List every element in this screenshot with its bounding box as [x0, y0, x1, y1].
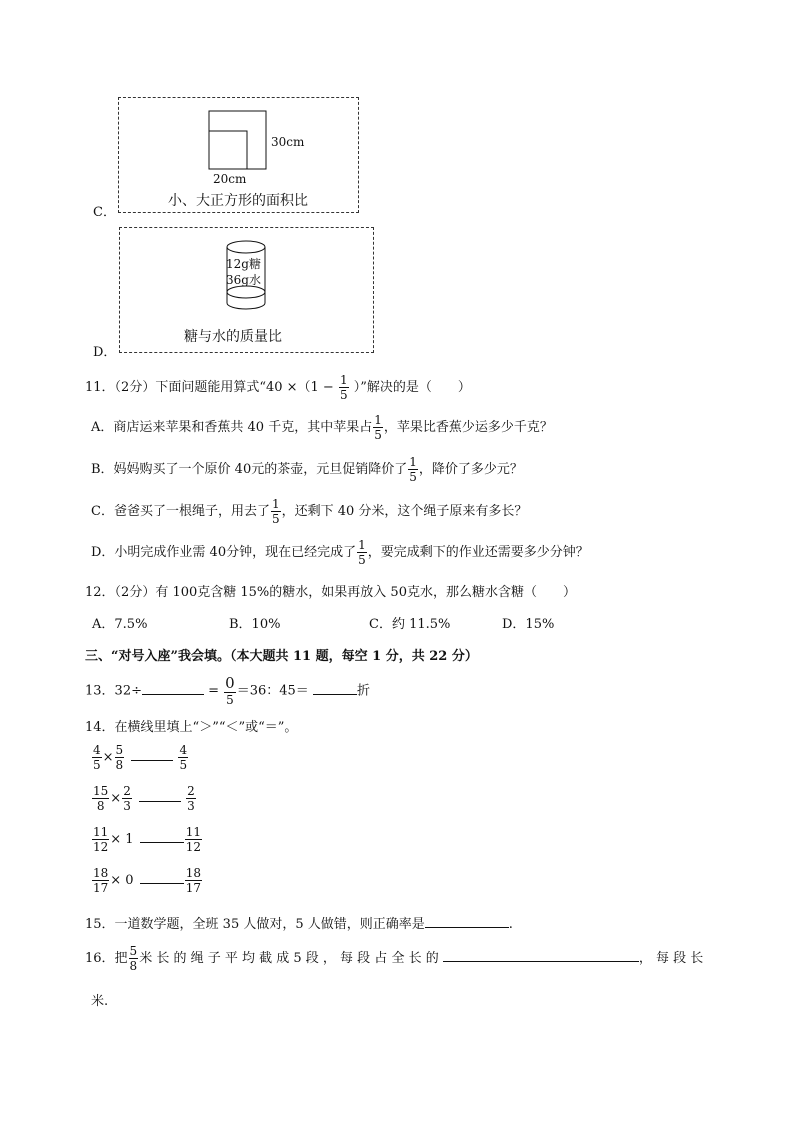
option-d-caption: 糖与水的质量比: [184, 329, 282, 345]
q13-suffix: 折: [356, 683, 370, 699]
section-3-heading: 三、“对号入座”我会填。（本大题共 11 题，每空 1 分，共 22 分）: [85, 649, 478, 664]
q11-option-a: A．商店运来苹果和香蕉共 40 千克，其中苹果占 $\frac{1}{5}$ ，苹果比香蕉少运多少千克？: [91, 413, 553, 442]
q13-equals: =: [208, 683, 220, 699]
q14-blank-4[interactable]: [140, 883, 184, 884]
q11-stem-fraction: $\frac{1}{5}$: [339, 373, 348, 402]
q12-option-d: D．15%: [502, 617, 555, 632]
q12-stem: 12．（2分）有 100克含糖 15%的糖水，如果再放入 50克水，那么糖水含糖（ ）: [85, 585, 576, 600]
q11-stem: [85, 374, 471, 401]
q15: [85, 913, 513, 932]
q15-period: .: [508, 917, 513, 932]
option-c-caption: 小、大正方形的面积比: [168, 193, 308, 209]
label-20cm: 20cm: [213, 172, 247, 186]
q11-stem-part-a: 11．（2分）下面问题能用算式“40 ×（1 −: [85, 380, 334, 395]
q12-option-a: A．7.5%: [92, 617, 148, 632]
q16-line-1: [85, 944, 703, 974]
q11-option-d: D．小明完成作业需 40分钟，现在已经完成了 $\frac{1}{5}$ ，要完成剩下的作业还需要多少分钟？: [91, 538, 589, 567]
option-c-letter: C．: [93, 205, 116, 220]
q13-blank-2[interactable]: [313, 694, 357, 695]
water-label: 36g水: [226, 273, 261, 287]
q13: [85, 676, 370, 706]
q16-blank-1[interactable]: [443, 961, 639, 962]
q16-line-2: 米.: [91, 994, 109, 1009]
option-d-letter: D．: [93, 345, 117, 360]
q11-stem-part-b: ）”解决的是（ ）: [353, 380, 471, 395]
small-square: [209, 131, 247, 169]
q13-middle: ＝36：45＝: [236, 683, 309, 699]
q14-blank-1[interactable]: [131, 760, 173, 761]
q15-blank[interactable]: [425, 927, 509, 928]
large-square: [209, 111, 266, 169]
label-30cm: 30cm: [271, 135, 305, 149]
q16-suffix: ， 每 段 长: [638, 951, 704, 966]
q12-option-b: B．10%: [229, 617, 281, 632]
q11-option-c: C．爸爸买了一根绳子，用去了 $\frac{1}{5}$ ，还剩下 40 分米，这个绳子原来有多长？: [91, 497, 528, 526]
q14-blank-2[interactable]: [139, 801, 181, 802]
q14-stem: 14．在横线里填上“＞”“＜”或“＝”。: [85, 720, 298, 735]
q14-row-4: $\frac{18}{17}$ × 0 $\frac{18}{17}$: [93, 866, 201, 895]
q12-option-c: C．约 11.5%: [369, 617, 451, 632]
q14-row-1: $\frac{4}{5}$ × $\frac{5}{8}$ $\frac{4}{5}$: [93, 743, 188, 772]
option-d-figure-box: [119, 227, 374, 353]
q14-blank-3[interactable]: [140, 842, 184, 843]
q14-row-2: $\frac{15}{8}$ × $\frac{2}{3}$ $\frac{2}{3}$: [93, 784, 195, 813]
sugar-label: 12g糖: [226, 257, 261, 271]
q15-text: 15．一道数学题，全班 35 人做对，5 人做错，则正确率是: [85, 917, 425, 932]
q13-fraction: $\frac{0}{5}$: [225, 674, 235, 707]
q11-option-b: B．妈妈购买了一个原价 40元的茶壶，元旦促销降价了 $\frac{1}{5}$ ，降价了多少元？: [91, 455, 523, 484]
option-c-figure-box: [118, 97, 359, 213]
q13-prefix: 13．32÷: [85, 683, 142, 699]
q16-fraction: $\frac{5}{8}$: [129, 944, 138, 973]
q14-row-3: $\frac{11}{12}$ × 1 $\frac{11}{12}$: [93, 825, 201, 854]
q16-prefix: 16．把: [85, 951, 128, 966]
q16-middle: 米 长 的 绳 子 平 均 截 成 5 段 ， 每 段 占 全 长 的: [139, 951, 439, 966]
q13-blank-1[interactable]: [142, 694, 204, 695]
